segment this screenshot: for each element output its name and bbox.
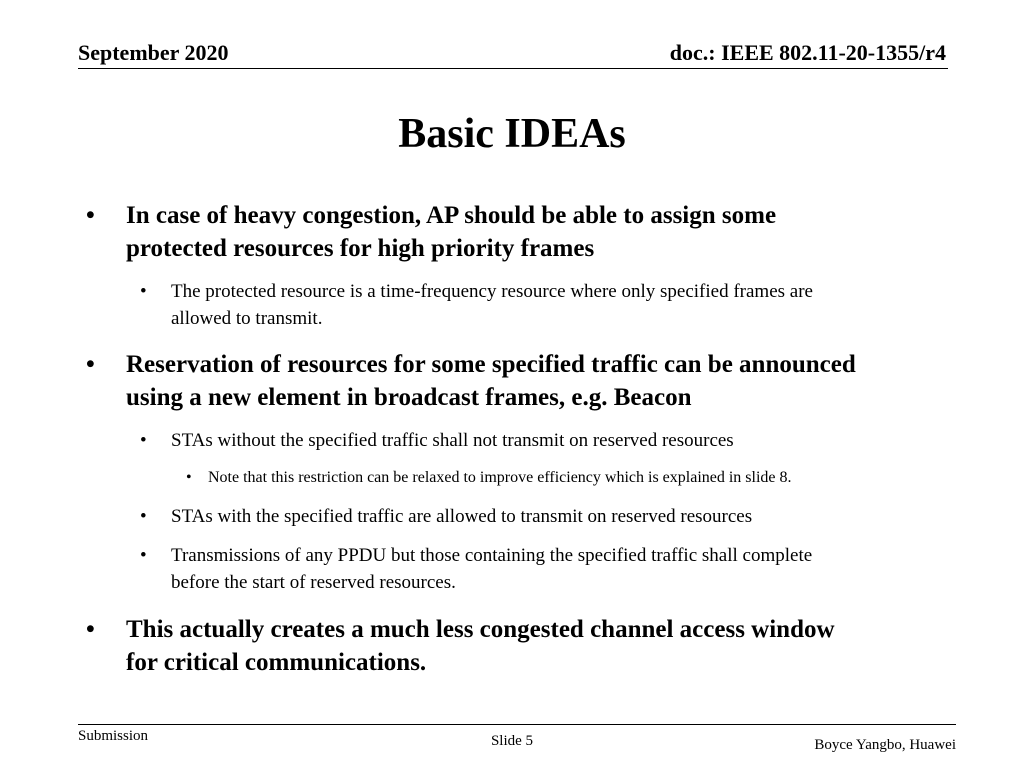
header-doc-id: doc.: IEEE 802.11-20-1355/r4 — [669, 40, 946, 65]
bullet-2-sub-3-line-2: before the start of reserved resources. — [171, 572, 456, 593]
footer-slide-number: Slide 5 — [490, 733, 534, 749]
bullet-2-line-1: Reservation of resources for some specified traffic can be announced — [126, 351, 856, 378]
bullet-icon: • — [140, 545, 147, 566]
bullet-icon: • — [86, 351, 95, 378]
footer-submission: Submission — [78, 728, 149, 744]
bullet-icon: • — [140, 430, 147, 451]
bullet-icon: • — [86, 202, 95, 229]
bullet-3-line-2: for critical communications. — [126, 649, 427, 676]
bullet-icon: • — [186, 469, 192, 486]
bullet-2-line-2: using a new element in broadcast frames, e.g. Beacon — [126, 384, 692, 411]
footer-author: Boyce Yangbo, Huawei — [814, 737, 956, 753]
slide-title: Basic IDEAs — [398, 111, 626, 157]
footer-divider — [78, 724, 956, 725]
bullet-2-sub-3-line-1: Transmissions of any PPDU but those containing the specified traffic shall complete — [171, 545, 813, 566]
bullet-icon: • — [140, 281, 147, 302]
bullet-1-line-2: protected resources for high priority frames — [126, 235, 595, 262]
bullet-2-sub-2: STAs with the specified traffic are allowed to transmit on reserved resources — [171, 506, 753, 527]
bullet-2-sub-1-note: Note that this restriction can be relaxed to improve efficiency which is explained in slide 8. — [208, 469, 792, 486]
bullet-icon: • — [86, 616, 95, 643]
bullet-2-sub-1: STAs without the specified traffic shall not transmit on reserved resources — [171, 430, 734, 451]
bullet-1-sub-1-line-1: The protected resource is a time-frequency resource where only specified frames are — [171, 281, 813, 302]
bullet-1-line-1: In case of heavy congestion, AP should be able to assign some — [126, 202, 777, 229]
bullet-3-line-1: This actually creates a much less congested channel access window — [126, 616, 835, 643]
bullet-1-sub-1-line-2: allowed to transmit. — [171, 308, 323, 329]
bullet-icon: • — [140, 506, 147, 527]
header-date: September 2020 — [78, 40, 229, 65]
header-divider — [78, 68, 948, 69]
